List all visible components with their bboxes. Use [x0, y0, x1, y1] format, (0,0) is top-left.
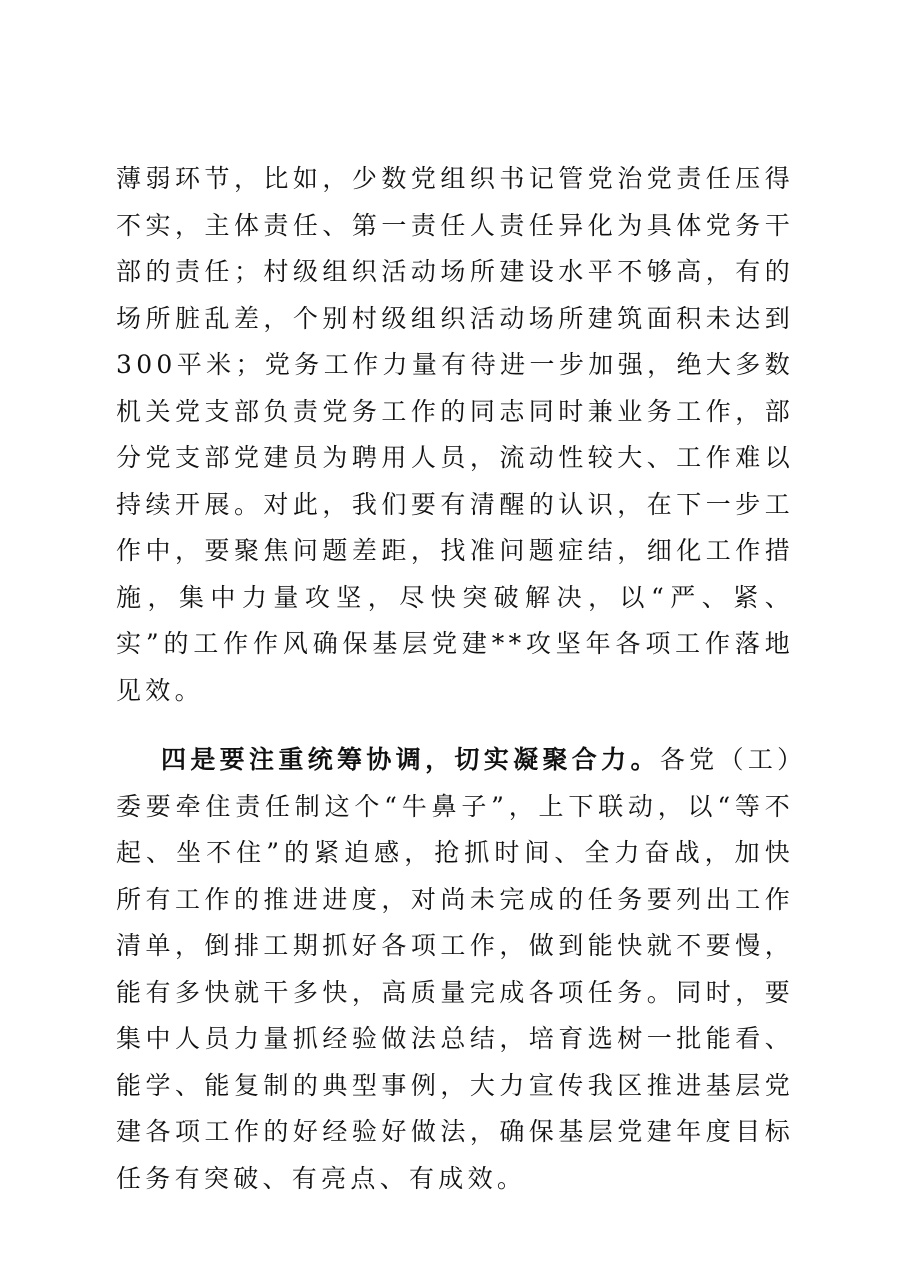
paragraph-coordination: [116, 737, 794, 1202]
paragraph-lead-heading: 四是要注重统筹协调，切实凝聚合力。: [161, 745, 660, 774]
document-body: [116, 156, 794, 1202]
paragraph-weak-links: 薄弱环节，比如，少数党组织书记管党治党责任压得不实，主体责任、第一责任人责任异化为具体党务干部的责任；村级组织活动场所建设水平不够高，有的场所脏乱差，个别村级组织活动场所建筑面积未达到300平米；党务工作力量有待进一步加强，绝大多数机关党支部负责党务工作的同志同时兼业务工作，部分党支部党建员为聘用人员，流动性较大、工作难以持续开展。对此，我们要有清醒的认识，在下一步工作中，要聚焦问题差距，找准问题症结，细化工作措施，集中力量攻坚，尽快突破解决，以“严、紧、实”的工作作风确保基层党建**攻坚年各项工作落地见效。: [116, 164, 794, 705]
paragraph-coordination-body: 各党（工）委要牵住责任制这个“牛鼻子”，上下联动，以“等不起、坐不住”的紧迫感，抢抓时间、全力奋战，加快所有工作的推进进度，对尚未完成的任务要列出工作清单，倒排工期抓好各项工作，做到能快就不要慢，能有多快就干多快，高质量完成各项任务。同时，要集中人员力量抓经验做法总结，培育选树一批能看、能学、能复制的典型事例，大力宣传我区推进基层党建各项工作的好经验好做法，确保基层党建年度目标任务有突破、有亮点、有成效。: [116, 745, 794, 1193]
